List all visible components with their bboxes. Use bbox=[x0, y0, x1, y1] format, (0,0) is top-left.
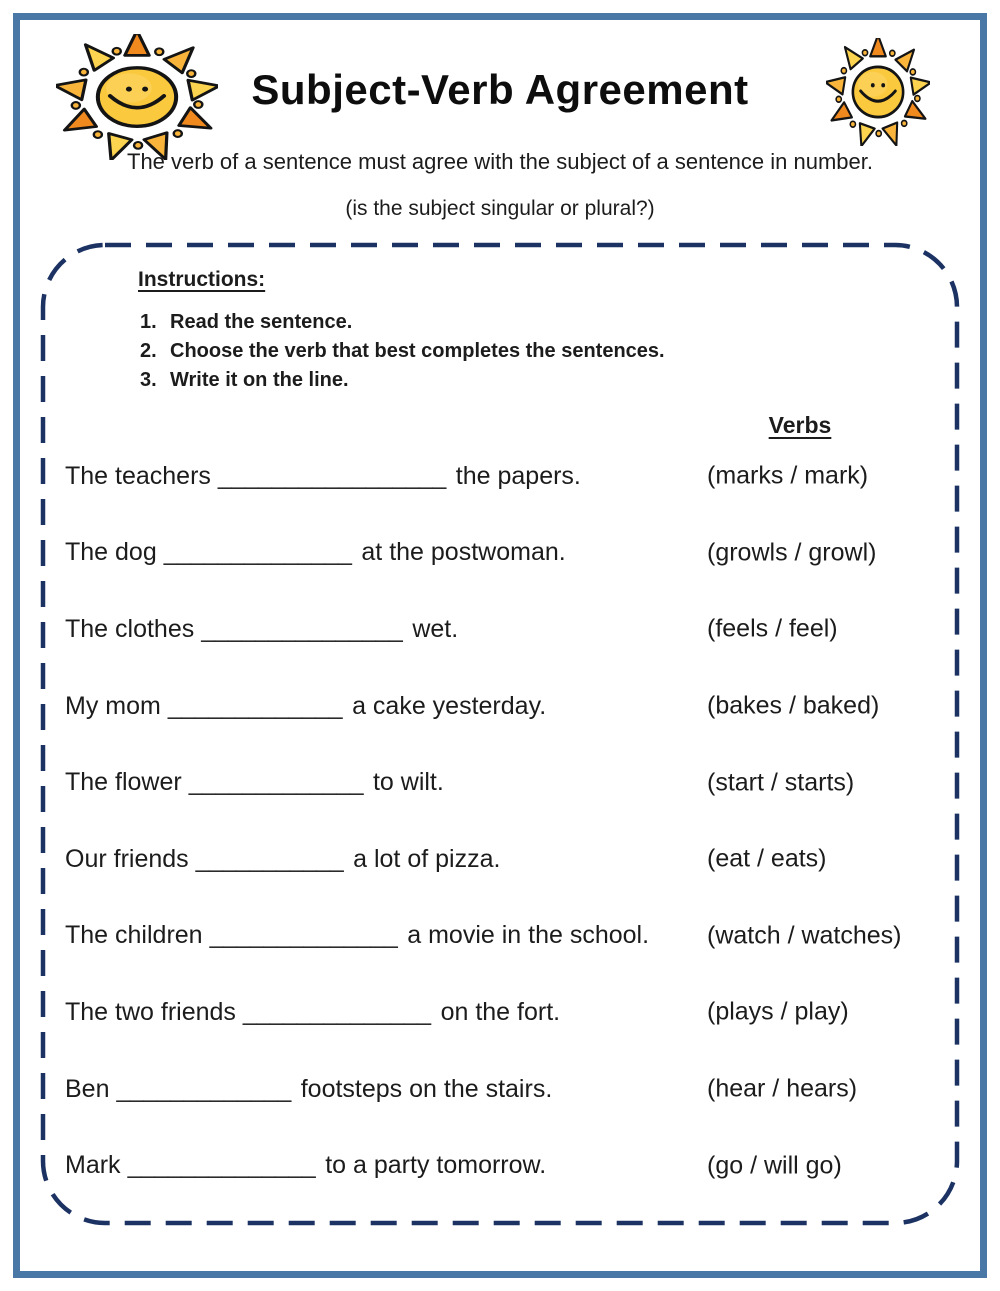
sentences bbox=[65, 438, 955, 1204]
instruction-step bbox=[140, 308, 665, 337]
verb-options: (eat / eats) bbox=[707, 844, 827, 873]
verb-options: (marks / mark) bbox=[707, 461, 869, 490]
verb-options: (hear / hears) bbox=[707, 1074, 858, 1103]
verb-options: (plays / play) bbox=[707, 997, 849, 1026]
sentence-pre: The teachers bbox=[65, 461, 211, 490]
sentence-post: to a party tomorrow. bbox=[325, 1151, 547, 1180]
sentence-row bbox=[65, 668, 955, 745]
sentence-row bbox=[65, 1051, 955, 1128]
verb-options: (growls / growl) bbox=[707, 538, 877, 567]
answer-blank[interactable]: _________________ bbox=[217, 461, 446, 490]
sentence-post: wet. bbox=[412, 614, 459, 643]
sentence-pre: Our friends bbox=[65, 844, 189, 873]
instruction-step bbox=[140, 366, 665, 395]
sentence-post: the papers. bbox=[455, 461, 581, 490]
instructions-list bbox=[140, 308, 665, 395]
sentence-pre: The children bbox=[65, 921, 203, 950]
sentence-pre: The clothes bbox=[65, 614, 195, 643]
step-text: Choose the verb that best completes the sentences. bbox=[170, 340, 665, 362]
answer-blank[interactable]: ___________ bbox=[195, 844, 344, 873]
sentence-post: a cake yesterday. bbox=[352, 691, 547, 720]
page-title: Subject-Verb Agreement bbox=[251, 66, 749, 113]
sentence-post: footsteps on the stairs. bbox=[300, 1074, 553, 1103]
answer-blank[interactable]: _____________ bbox=[188, 768, 363, 797]
verb-options: (start / starts) bbox=[707, 768, 855, 797]
sentence-post: at the postwoman. bbox=[361, 538, 566, 567]
step-text: Write it on the line. bbox=[170, 369, 349, 391]
answer-blank[interactable]: ______________ bbox=[127, 1151, 316, 1180]
answer-blank[interactable]: _______________ bbox=[201, 614, 403, 643]
answer-blank[interactable]: ______________ bbox=[209, 921, 398, 950]
answer-blank[interactable]: ______________ bbox=[163, 538, 352, 567]
sentence-post: to wilt. bbox=[372, 768, 444, 797]
sentence-pre: My mom bbox=[65, 691, 161, 720]
sentence-row bbox=[65, 591, 955, 668]
sentence-row bbox=[65, 898, 955, 975]
sentence-row bbox=[65, 974, 955, 1051]
sentence-pre: Mark bbox=[65, 1151, 121, 1180]
sentence-pre: The two friends bbox=[65, 997, 236, 1026]
verb-options: (feels / feel) bbox=[707, 614, 838, 643]
verb-options: (go / will go) bbox=[707, 1151, 842, 1180]
step-number: 2. bbox=[140, 340, 157, 362]
sentence-pre: The dog bbox=[65, 538, 157, 567]
sentence-post: on the fort. bbox=[440, 997, 561, 1026]
sentence-post: a movie in the school. bbox=[407, 921, 650, 950]
verb-options: (watch / watches) bbox=[707, 921, 902, 950]
sentence-row bbox=[65, 744, 955, 821]
answer-blank[interactable]: _____________ bbox=[167, 691, 343, 720]
verb-options: (bakes / baked) bbox=[707, 691, 880, 720]
worksheet-hint: (is the subject singular or plural?) bbox=[345, 197, 655, 220]
verbs-column-header: Verbs bbox=[768, 412, 832, 438]
answer-blank[interactable]: _____________ bbox=[116, 1074, 291, 1103]
step-text: Read the sentence. bbox=[170, 311, 353, 333]
sentence-post: a lot of pizza. bbox=[353, 844, 501, 873]
sentence-row bbox=[65, 438, 955, 515]
sentence-row bbox=[65, 1127, 955, 1204]
instructions-heading: Instructions: bbox=[138, 268, 266, 291]
step-number: 3. bbox=[140, 369, 157, 391]
answer-blank[interactable]: ______________ bbox=[242, 997, 431, 1026]
sentence-pre: Ben bbox=[65, 1074, 110, 1103]
instruction-step bbox=[140, 337, 665, 366]
sentence-row bbox=[65, 821, 955, 898]
sentence-row bbox=[65, 515, 955, 592]
worksheet-description: The verb of a sentence must agree with the subject of a sentence in number. bbox=[127, 149, 873, 174]
sentence-pre: The flower bbox=[65, 768, 182, 797]
step-number: 1. bbox=[140, 311, 157, 333]
